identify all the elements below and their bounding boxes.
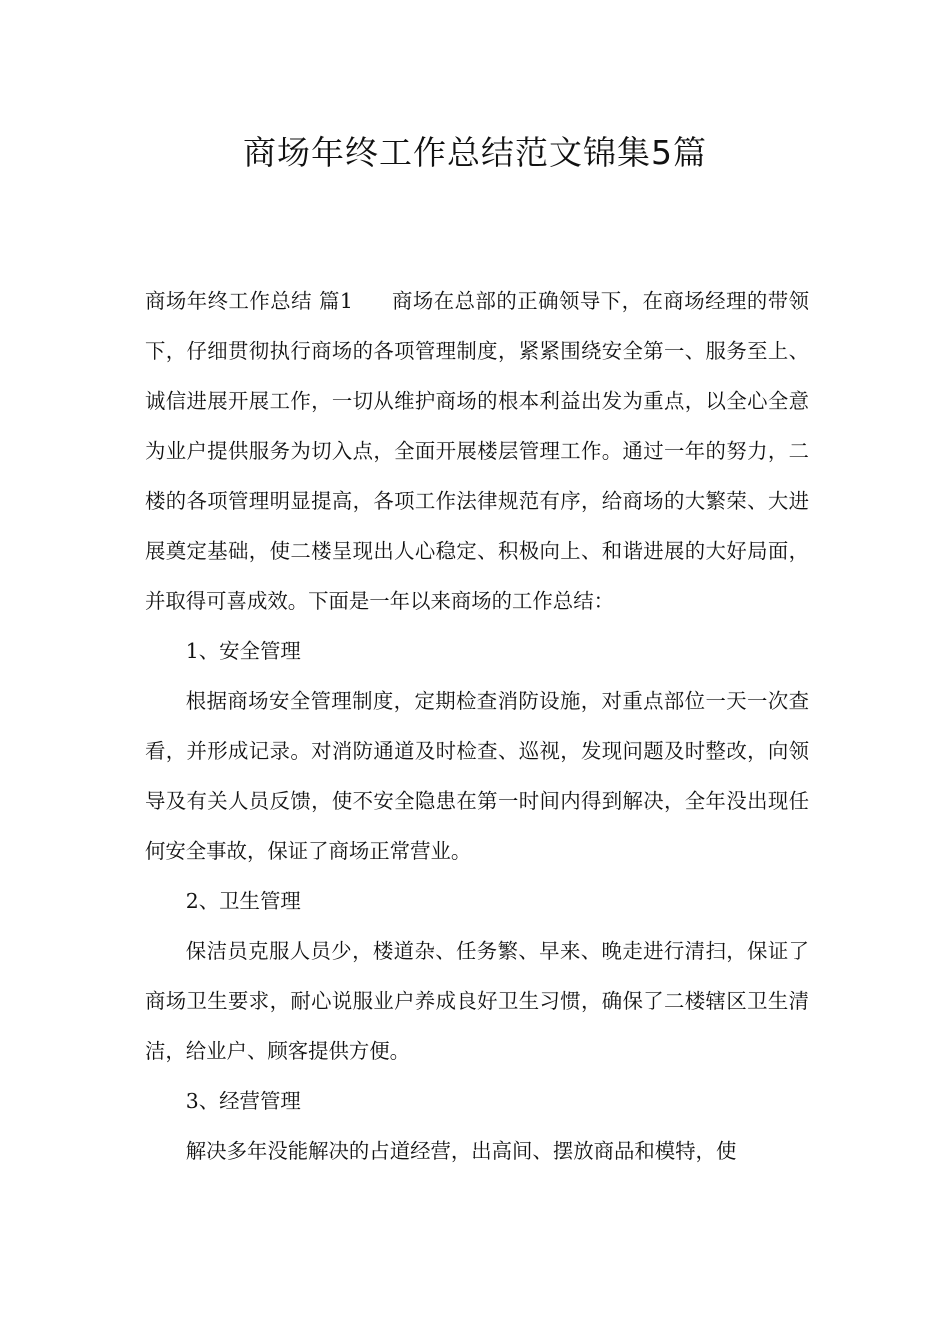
section-text-operations: 解决多年没能解决的占道经营，出高间、摆放商品和模特，使	[185, 1139, 737, 1163]
section-heading-operations: 3、经营管理	[185, 1089, 301, 1113]
section-heading-safety: 1、安全管理	[185, 639, 301, 663]
document-body	[145, 276, 809, 1176]
section-text-hygiene: 保洁员克服人员少，楼道杂、任务繁、早来、晚走进行清扫，保证了商场卫生要求，耐心说服业户养成良好卫生习惯，确保了二楼辖区卫生清洁，给业户、顾客提供方便。	[145, 939, 809, 1063]
section-heading-hygiene: 2、卫生管理	[185, 889, 301, 913]
intro-label: 商场年终工作总结 篇1	[145, 289, 353, 313]
intro-text: 商场在总部的正确领导下，在商场经理的带领下，仔细贯彻执行商场的各项管理制度，紧紧围绕安全第一、服务至上、诚信进展开展工作，一切从维护商场的根本利益出发为重点，以全心全意为业户提供服务为切入点，全面开展楼层管理工作。通过一年的努力，二楼的各项管理明显提高，各项工作法律规范有序，给商场的大繁荣、大进展奠定基础，使二楼呈现出人心稳定、积极向上、和谐进展的大好局面，并取得可喜成效。下面是一年以来商场的工作总结：	[145, 289, 809, 613]
section-text-safety: 根据商场安全管理制度，定期检查消防设施，对重点部位一天一次查看，并形成记录。对消防通道及时检查、巡视，发现问题及时整改，向领导及有关人员反馈，使不安全隐患在第一时间内得到解决，全年没出现任何安全事故，保证了商场正常营业。	[145, 689, 809, 863]
document-title: 商场年终工作总结范文锦集5篇	[243, 133, 707, 172]
intro-paragraph	[145, 276, 809, 626]
